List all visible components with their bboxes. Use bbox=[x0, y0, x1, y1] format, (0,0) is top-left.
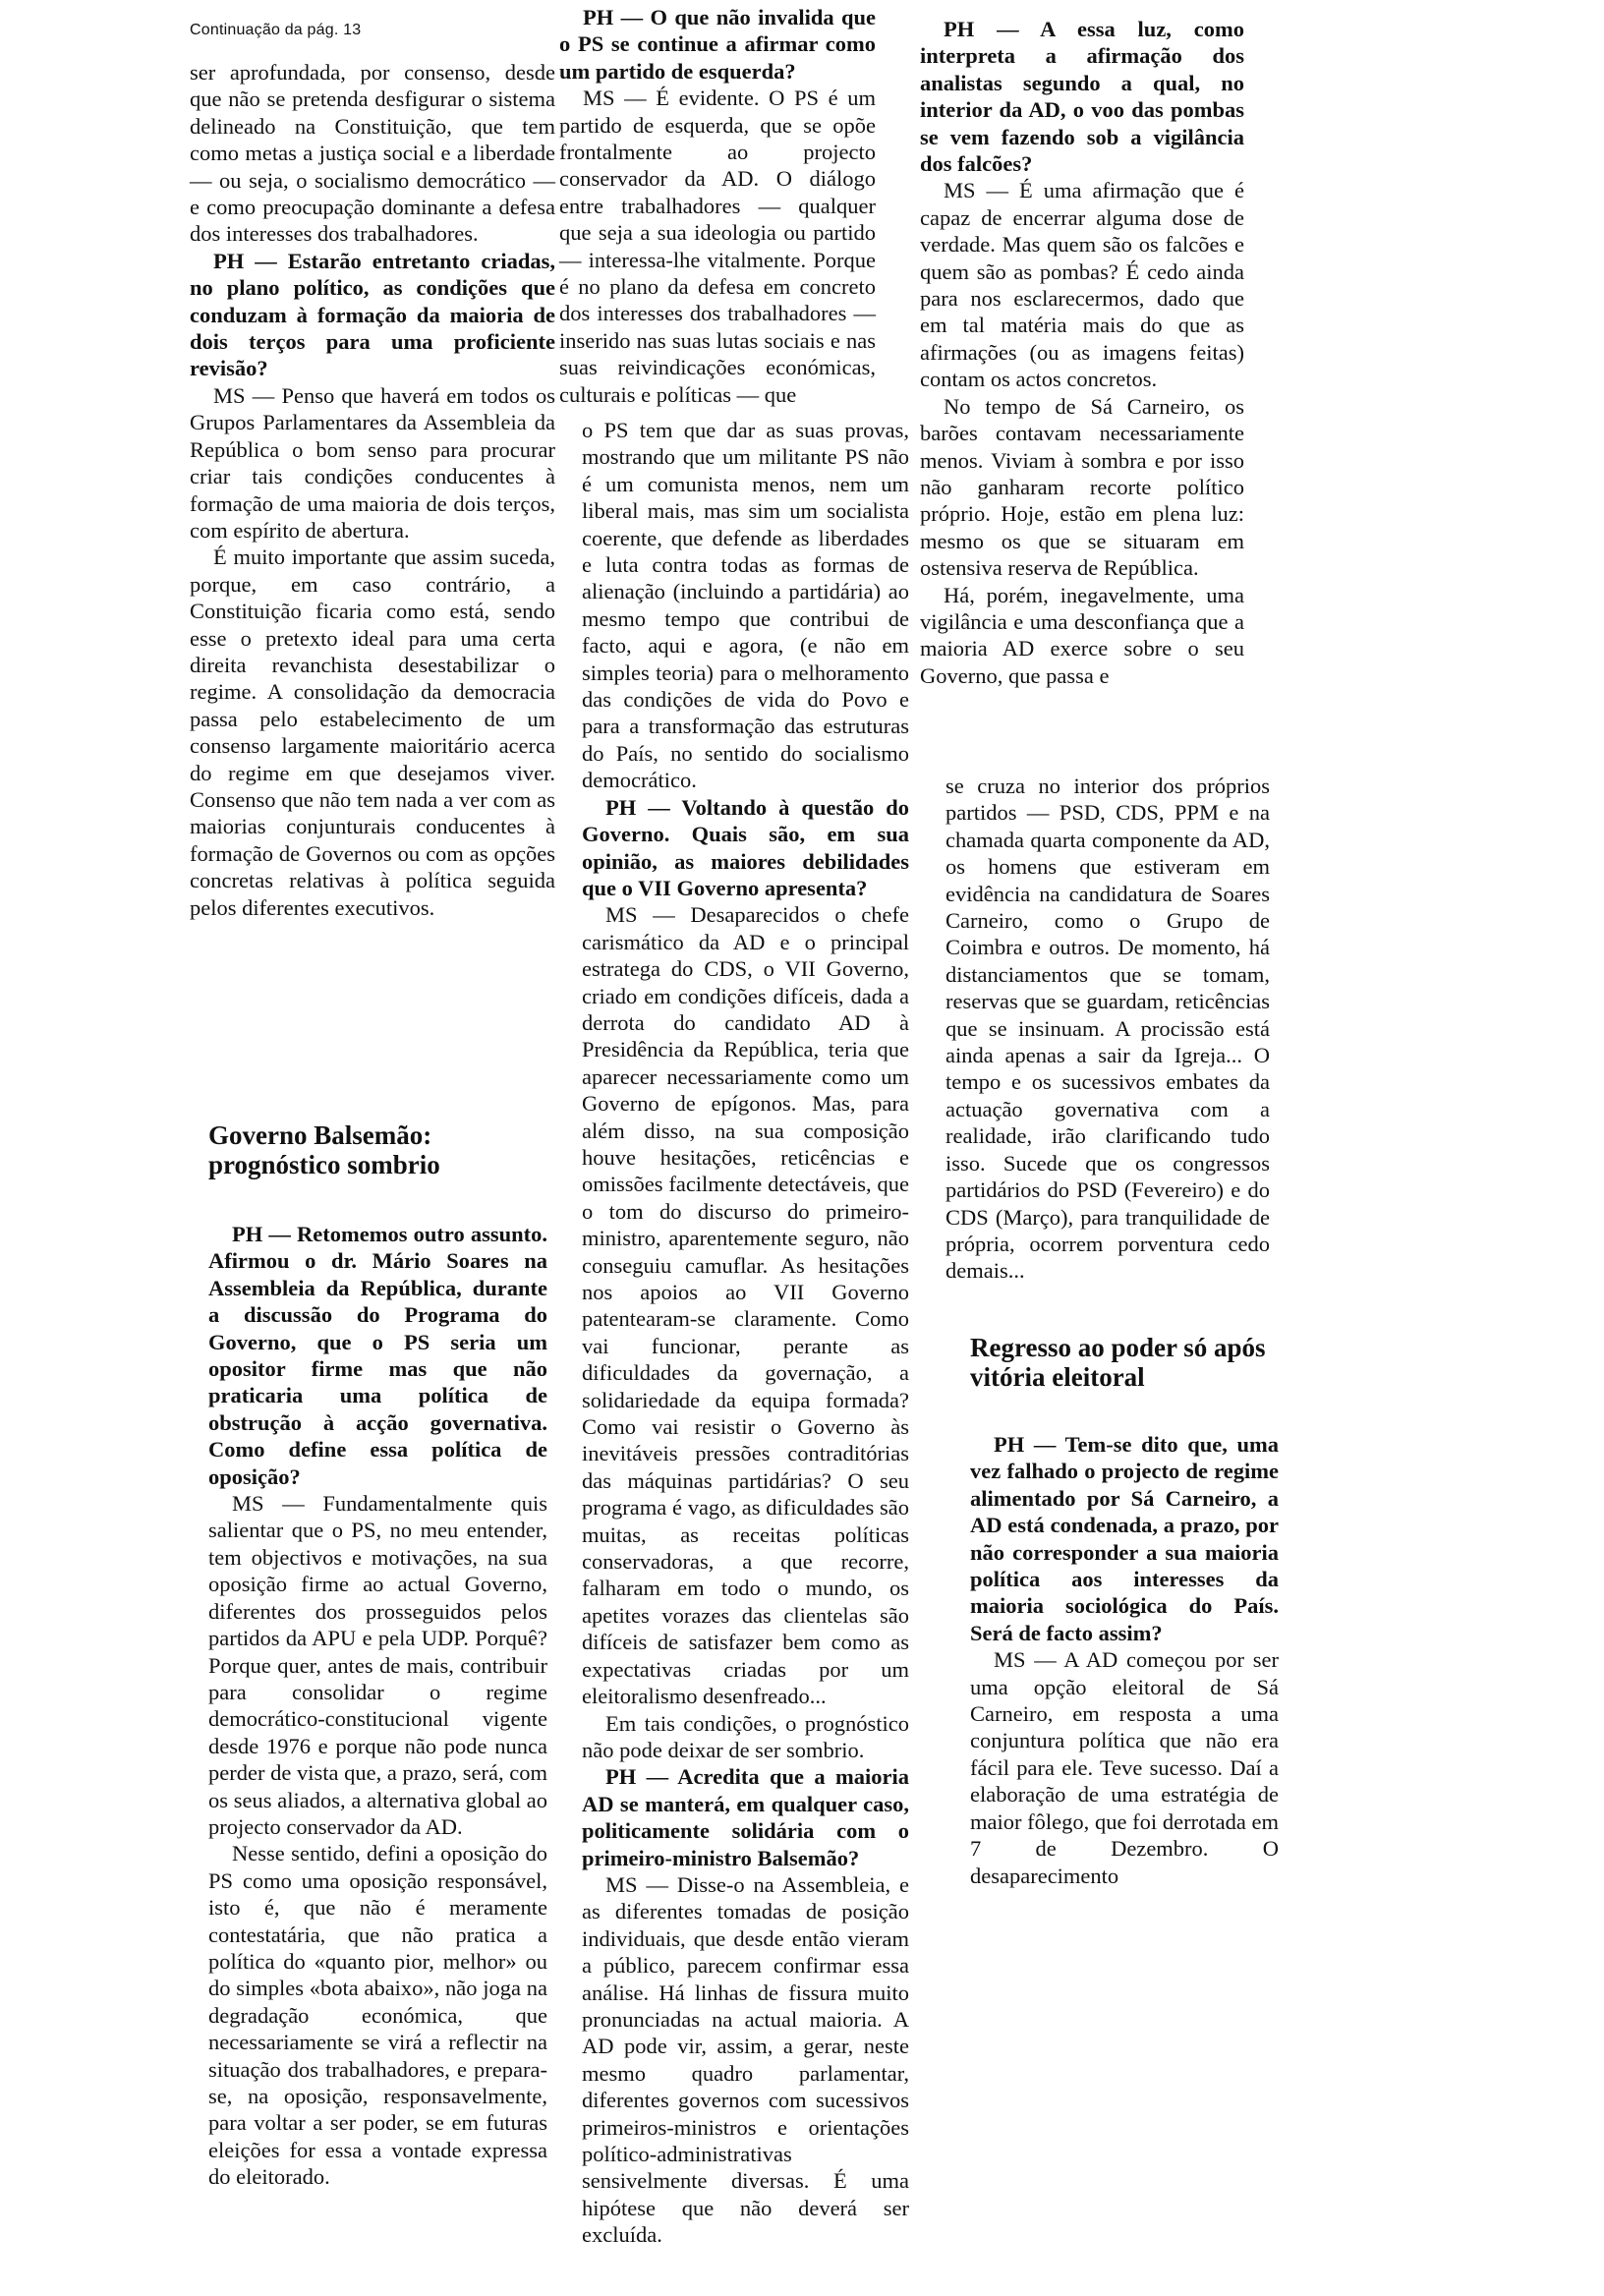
interview-question: PH — Tem-se dito que, uma vez falhado o projecto de regime alimentado por Sá Carneiro, a AD está condenada, a prazo, por não corresponder a sua maioria política aos interesses da maioria sociológica do País. Será de facto assim? bbox=[970, 1432, 1279, 1645]
interview-question: PH — O que não invalida que o PS se continue a afirmar como um partido de esquerda? bbox=[559, 5, 876, 84]
column-2-top bbox=[559, 4, 876, 408]
column-3-bottom bbox=[970, 1431, 1279, 1889]
heading-regresso-ao-poder: Regresso ao poder só após vitória eleitoral bbox=[970, 1333, 1266, 1392]
column-3-top bbox=[920, 16, 1244, 689]
paragraph: MS — Desaparecidos o chefe carismático da AD e o principal estratega do CDS, o VII Governo, criado em condições difíceis, dada a derrota do candidato AD à Presidência da República, teria que aparecer necessariamente como um Governo de epígonos. Mas, para além disso, na sua composição houve hesitações, reticências e omissões facilmente detectáveis, que o tom do discurso do primeiro-ministro, aparentemente seguro, não conseguiu camuflar. As hesitações nos apoios ao VII Governo patentearam-se claramente. Como vai funcionar, perante as dificuldades da governação, a solidariedade da equipa formada? Como vai resistir o Governo às inevitáveis pressões contraditórias das máquinas partidárias? O seu programa é vago, as dificuldades são muitas, as receitas políticas conservadoras, a que recorre, falharam em todo o mundo, os apetites vorazes das clientelas são difíceis de satisfazer bem como as expectativas criadas por um eleitoralismo desenfreado... bbox=[582, 902, 909, 1709]
paragraph: Em tais condições, o prognóstico não pode deixar de ser sombrio. bbox=[582, 1710, 909, 1762]
interview-question: PH — Retomemos outro assunto. Afirmou o dr. Mário Soares na Assembleia da República, durante a discussão do Programa do Governo, que o PS seria um opositor firme mas que não praticaria uma política de obstrução à acção governativa. Como define essa política de oposição? bbox=[208, 1222, 547, 1489]
interview-question: PH — A essa luz, como interpreta a afirmação dos analistas segundo a qual, no interior da AD, o voo das pombas se vem fazendo sob a vigilância dos falcões? bbox=[920, 17, 1244, 177]
column-1-top bbox=[190, 59, 555, 921]
paragraph: ser aprofundada, por consenso, desde que não se pretenda desfigurar o sistema delineado na Constituição, que tem como metas a justiça social e a liberdade — ou seja, o socialismo democrático — e como preocupação dominante a defesa dos interesses dos trabalhadores. bbox=[190, 60, 555, 247]
paragraph: Há, porém, inegavelmente, uma vigilância e uma desconfiança que a maioria AD exerce sobre o seu Governo, que passa e bbox=[920, 582, 1244, 688]
paragraph: MS — Fundamentalmente quis salientar que o PS, no meu entender, tem objectivos e motivações, na sua oposição firme ao actual Governo, diferentes dos prosseguidos pelos partidos da APU e pela UDP. Porquê? Porque quer, antes de mais, contribuir para consolidar o regime democrático-constitucional vigente desde 1976 e porque não pode nunca perder de vista que, a prazo, será, com os seus aliados, a alternativa global ao projecto conservador da AD. bbox=[208, 1491, 547, 1839]
paragraph: Nesse sentido, defini a oposição do PS como uma oposição responsável, isto é, que não é meramente contestatária, que não pratica a política do «quanto pior, melhor» ou do simples «bota abaixo», não joga na degradação económica, que necessariamente se virá a reflectir na situação dos trabalhadores, e prepara-se, na oposição, responsavelmente, para voltar a ser poder, se em futuras eleições for essa a vontade expressa do eleitorado. bbox=[208, 1841, 547, 2190]
column-3-middle bbox=[945, 773, 1270, 1285]
paragraph: MS — É uma afirmação que é capaz de encerrar alguma dose de verdade. Mas quem são os falcões e quem são as pombas? É cedo ainda para nos esclarecermos, dado que em tal matéria mais do que as afirmações (ou as imagens feitas) contam os actos concretos. bbox=[920, 178, 1244, 392]
paragraph: MS — Penso que haverá em todos os Grupos Parlamentares da Assembleia da República o bom senso para procurar criar tais condições conducentes à formação de uma maioria de dois terços, com espírito de abertura. bbox=[190, 382, 555, 543]
heading-governo-balsemao: Governo Balsemão: prognóstico sombrio bbox=[208, 1120, 440, 1179]
interview-question: PH — Acredita que a maioria AD se manterá, em qualquer caso, politicamente solidária com o primeiro-ministro Balsemão? bbox=[582, 1764, 909, 1870]
paragraph: se cruza no interior dos próprios partidos — PSD, CDS, PPM e na chamada quarta componente da AD, os homens que estiveram em evidência na candidatura de Soares Carneiro, como o Grupo de Coimbra e outros. De momento, há distanciamentos que se tomam, reservas que se guardam, reticências que se insinuam. A procissão está ainda apenas a sair da Igreja... O tempo e os sucessivos embates da actuação governativa com a realidade, irão clarificando tudo isso. Sucede que os congressos partidários do PSD (Fevereiro) e do CDS (Março), para tranquilidade de própria, ocorrem porventura cedo demais... bbox=[945, 774, 1270, 1284]
paragraph: É muito importante que assim suceda, porque, em caso contrário, a Constituição ficaria como está, sendo esse o pretexto ideal para uma certa direita revanchista desestabilizar o regime. A consolidação da democracia passa pelo estabelecimento de um consenso largamente maioritário acerca do regime em que desejamos viver. Consenso que não tem nada a ver com as maiorias conjunturais conducentes à formação de Governos ou com as opções concretas relativas à política seguida pelos diferentes executivos. bbox=[190, 545, 555, 920]
section-heading bbox=[970, 1333, 1294, 1392]
column-2-bottom bbox=[582, 417, 909, 2249]
section-heading bbox=[208, 1120, 543, 1179]
paragraph: MS — Disse-o na Assembleia, e as diferentes tomadas de posição individuais, que desde então vieram a público, parecem confirmar essa análise. Há linhas de fissura muito pronunciadas na actual maioria. A AD pode vir, assim, a gerar, neste mesmo quadro parlamentar, diferentes governos com sucessivos primeiros-ministros e orientações político-administrativas sensivelmente diversas. É uma hipótese que não deverá ser excluída. bbox=[582, 1871, 909, 2248]
interview-question: PH — Estarão entretanto criadas, no plano político, as condições que conduzam à formação da maioria de dois terços para uma proficiente revisão? bbox=[190, 248, 555, 381]
interview-question: PH — Voltando à questão do Governo. Quais são, em sua opinião, as maiores debilidades que o VII Governo apresenta? bbox=[582, 794, 909, 900]
column-1-bottom bbox=[208, 1221, 547, 2191]
paragraph: MS — É evidente. O PS é um partido de esquerda, que se opõe frontalmente ao projecto conservador da AD. O diálogo entre trabalhadores — qualquer que seja a sua ideologia ou partido — interessa-lhe vitalmente. Porque é no plano da defesa em concreto dos interesses dos trabalhadores — inserido nas suas lutas sociais e nas suas reivindicações económicas, culturais e políticas — que bbox=[559, 86, 876, 407]
paragraph: No tempo de Sá Carneiro, os barões contavam necessariamente menos. Viviam à sombra e por isso não ganharam recorte político próprio. Hoje, estão em plena luz: mesmo os que se situaram em ostensiva reserva de República. bbox=[920, 393, 1244, 581]
paragraph: MS — A AD começou por ser uma opção eleitoral de Sá Carneiro, em resposta a uma conjuntura política que não era fácil para ele. Teve sucesso. Daí a elaboração de uma estratégia de maior fôlego, que foi derrotada em 7 de Dezembro. O desaparecimento bbox=[970, 1647, 1279, 1888]
running-head: Continuação da pág. 13 bbox=[190, 22, 362, 38]
paragraph: o PS tem que dar as suas provas, mostrando que um militante PS não é um comunista menos, nem um liberal mais, mas sim um socialista coerente, que defende as liberdades e luta contra todas as formas de alienação (incluindo a partidária) ao mesmo tempo que contribui de facto, aqui e agora, (e não em simples teoria) para o melhoramento das condições de vida do Povo e para a transformação das estruturas do País, no sentido do socialismo democrático. bbox=[582, 418, 909, 793]
